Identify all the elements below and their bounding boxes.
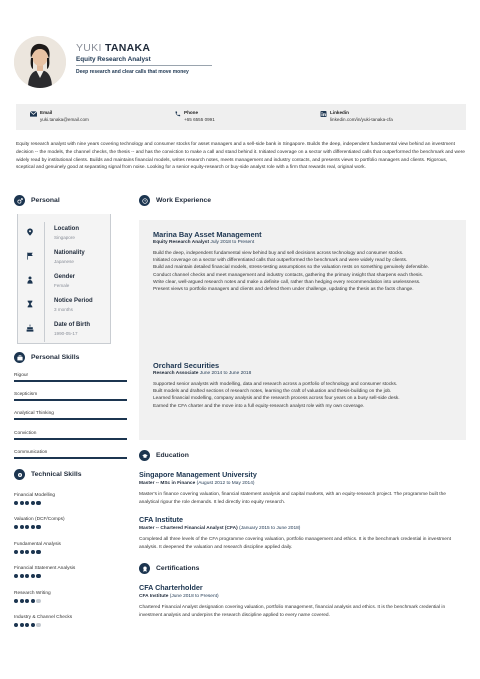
rating-dot-filled — [25, 501, 29, 505]
hourglass-icon — [26, 300, 34, 308]
degree — [139, 526, 300, 531]
personal-skill — [14, 371, 127, 391]
personal-label: Location — [54, 226, 79, 232]
map-pin-icon — [26, 228, 34, 236]
rating-dot-filled — [20, 525, 24, 529]
skill-bar — [14, 457, 127, 459]
personal-value: 3 months — [54, 307, 73, 312]
role-dates: July 2018 to Present — [210, 240, 255, 245]
skill-name: Financial Statement Analysis — [14, 566, 76, 571]
personal-skill — [14, 448, 127, 468]
job-bullet: Build the deep, independent fundamental view behind buy and sell decisions across technology and consumer stocks. — [153, 251, 404, 256]
personal-row-location — [18, 222, 112, 246]
phone-label: Phone — [184, 110, 199, 115]
rating-dot-filled — [25, 599, 29, 603]
personal-row-gender — [18, 270, 112, 294]
certification-name: CFA Charterholder — [139, 583, 203, 592]
certification-description: Chartered Financial Analyst designation covering valuation, portfolio management, financial analysis and ethics. It is the benchmark credential in investment analysis and underpins the research discipline applied to every name covered. — [139, 605, 446, 619]
job-role — [153, 240, 254, 245]
skill-name: Valuation (DCF/Comps) — [14, 517, 65, 522]
personal-value: Female — [54, 283, 70, 288]
technical-skill — [14, 542, 127, 564]
job-bullet: Initiated coverage on a sector with differentiated calls that outperformed the benchmark and were widely read by clients. — [153, 258, 408, 264]
rating-dot-filled — [14, 550, 18, 554]
skill-name: Analytical Thinking — [14, 411, 54, 416]
job-title: Equity Research Analyst — [76, 56, 151, 63]
role-title: Equity Research Analyst — [153, 240, 210, 245]
institution-name: CFA Institute — [139, 515, 184, 524]
profile-summary: Equity research analyst with nine years covering technology and consumer stocks for asset managers and a sell-side bank in Singapore. Builds the deep, independent fundamental view behind an investment decision -- the models, the channel checks, the thesis -- and has the conviction to make a call and stand behind it. Initiated coverage on a sector with differentiated calls that outperformed the benchmark and were widely read by institutional clients. Builds and maintains financial models, writes research notes, meets management and industry contacts, and presents views to portfolio managers and clients. Rigorous, sceptical and genuinely good at separating signal from noise. Looking for a senior equity-research or buy-side analyst role with a firm that rewards real, original work. — [16, 142, 465, 171]
award-icon — [139, 563, 150, 574]
personal-row-notice — [18, 294, 112, 318]
header-divider — [76, 65, 212, 66]
email-label: Email — [40, 110, 53, 115]
rating-dot-filled — [31, 623, 35, 627]
personal-value: 1990-05-17 — [54, 331, 78, 336]
company-name: Marina Bay Asset Management — [153, 230, 262, 239]
skill-bar — [14, 380, 127, 382]
skill-bar — [14, 418, 127, 420]
education-description: Completed all three levels of the CFA programme covering valuation, portfolio management and ethics. It is the benchmark credential in investment analysis. It deepened the valuation and research discipline applied daily. — [139, 537, 451, 551]
rating-dot-filled — [31, 550, 35, 554]
job-description — [153, 381, 453, 410]
degree-dates: (August 2012 to May 2014) — [196, 481, 255, 486]
personal-row-dob — [18, 318, 112, 342]
full-name — [76, 42, 150, 54]
personal-value: Japanese — [54, 259, 74, 264]
section-technical-skills-title: Technical Skills — [31, 471, 82, 478]
technical-skill — [14, 493, 127, 515]
skill-name: Research Writing — [14, 591, 51, 596]
job-bullet: Built models and drafted sections of research notes, learning the craft of valuation and thesis-building on the job. — [153, 389, 392, 395]
skill-name: Communication — [14, 450, 48, 455]
education-description: Master's in finance covering valuation, financial statement analysis and capital markets, with an equity-research project. The programme built the analytical rigour the role demands. It led directly into equity research. — [139, 492, 446, 506]
work-experience-card — [139, 220, 466, 440]
profile-photo — [14, 36, 66, 88]
rating-dot-filled — [31, 501, 35, 505]
phone-value[interactable]: +65 6555 0991 — [184, 117, 215, 122]
rating-dot-filled — [20, 574, 24, 578]
rating-dot-filled — [36, 525, 40, 529]
personal-info-card — [17, 214, 111, 344]
technical-skill — [14, 615, 127, 637]
section-personal-title: Personal — [31, 197, 60, 204]
graduation-cap-icon — [139, 450, 150, 461]
job-bullet: Build and maintain detailed financial models, stress-testing assumptions so the valuation rests on something genuinely defensible. — [153, 265, 429, 271]
job-role — [153, 371, 251, 376]
section-personal — [14, 195, 127, 207]
linkedin-icon — [320, 111, 327, 117]
role-title: Research Associate — [153, 371, 199, 376]
personal-value: Singapore — [54, 235, 75, 240]
degree-dates: (January 2015 to June 2018) — [239, 526, 301, 531]
technical-skill — [14, 566, 127, 588]
avatar — [14, 36, 66, 88]
job-description — [153, 250, 453, 293]
section-technical-skills — [14, 469, 127, 481]
skill-bar — [14, 438, 127, 440]
rating-dot-filled — [14, 574, 18, 578]
rating-dot-filled — [31, 574, 35, 578]
gender-icon — [14, 195, 25, 206]
rating-dot-filled — [25, 550, 29, 554]
section-certifications-title: Certifications — [156, 565, 200, 572]
degree — [139, 481, 254, 486]
role-dates: June 2014 to June 2018 — [199, 371, 252, 376]
rating-dot-filled — [25, 574, 29, 578]
section-education — [139, 450, 339, 462]
linkedin-label: Linkedin — [330, 110, 349, 115]
rating-dot-filled — [36, 574, 40, 578]
certification-issuer — [139, 594, 219, 599]
rating-dot-filled — [14, 525, 18, 529]
job-bullet: Conduct channel checks and meet management and industry contacts, gathering the primary insight that sharpens each thesis. — [153, 272, 424, 278]
section-personal-skills-title: Personal Skills — [31, 354, 80, 361]
technical-skill — [14, 517, 127, 539]
section-work-title: Work Experience — [156, 197, 212, 204]
rating-dot-filled — [31, 525, 35, 529]
email-value[interactable]: yuki.tanaka@email.com — [40, 117, 89, 122]
skill-name: Scepticism — [14, 392, 38, 397]
technical-skill — [14, 591, 127, 613]
skill-name: Fundamental Analysis — [14, 542, 61, 547]
phone-icon — [174, 111, 181, 117]
rating-dot-filled — [20, 550, 24, 554]
tagline: Deep research and clear calls that move money — [76, 69, 189, 75]
job-bullet: Learned financial modelling, company analysis and the research process across four years on a busy sell-side desk. — [153, 396, 400, 402]
personal-skill — [14, 429, 127, 449]
rating-dot-filled — [31, 599, 35, 603]
skill-name: Financial Modelling — [14, 493, 56, 498]
person-icon — [26, 276, 34, 284]
rating-dot-filled — [25, 525, 29, 529]
personal-label: Gender — [54, 274, 76, 280]
clock-icon — [139, 195, 150, 206]
section-work — [139, 195, 339, 207]
company-name: Orchard Securities — [153, 361, 220, 370]
institution-name: Singapore Management University — [139, 470, 257, 479]
skill-name: Industry & Channel Checks — [14, 615, 73, 620]
rating-dot-filled — [36, 501, 40, 505]
linkedin-value[interactable]: linkedin.com/in/yuki-tanaka-cfa — [330, 117, 393, 122]
job-bullet: Present views to portfolio managers and clients and defend them under challenge, updating the thesis as the facts change. — [153, 287, 414, 293]
personal-label: Date of Birth — [54, 322, 90, 328]
section-certifications — [139, 563, 339, 575]
contact-bar — [16, 104, 466, 130]
rating-dot-filled — [20, 623, 24, 627]
rating-dot-filled — [36, 550, 40, 554]
issuer-name: CFA Institute — [139, 594, 169, 599]
rating-dot-filled — [14, 599, 18, 603]
flag-icon — [26, 252, 34, 260]
personal-label: Notice Period — [54, 298, 93, 304]
certification-dates: (June 2018 to Present) — [169, 594, 219, 599]
personal-skill — [14, 409, 127, 429]
rating-dot-filled — [14, 623, 18, 627]
resume-header — [14, 36, 466, 92]
skill-name: Rigour — [14, 373, 29, 378]
skill-bar — [14, 399, 127, 401]
rating-dot-filled — [20, 599, 24, 603]
personal-row-nationality — [18, 246, 112, 270]
rating-dot-empty — [36, 599, 40, 603]
personal-label: Nationality — [54, 250, 85, 256]
degree-title: Master -- Chartered Financial Analyst (CFA) — [139, 526, 238, 531]
envelope-icon — [30, 111, 37, 117]
skill-name: Conviction — [14, 431, 37, 436]
gear-icon — [14, 469, 25, 480]
cake-icon — [26, 324, 34, 332]
rating-dot-filled — [20, 501, 24, 505]
rating-dot-filled — [25, 623, 29, 627]
section-education-title: Education — [156, 452, 189, 459]
briefcase-icon — [14, 352, 25, 363]
rating-dot-filled — [14, 501, 18, 505]
last-name: TANAKA — [104, 42, 151, 54]
first-name: YUKI — [76, 42, 102, 54]
job-bullet: Supported senior analysts with modelling, data and research across a portfolio of technology and consumer stocks. — [153, 382, 398, 387]
degree-title: Master -- MSc in Finance — [139, 481, 196, 486]
job-bullet: Earned the CFA charter and the move into a full equity-research analyst role with my own coverage. — [153, 403, 365, 409]
rating-dot-empty — [36, 623, 40, 627]
personal-skill — [14, 390, 127, 410]
job-bullet: Write clear, well-argued research notes and make a definite call, rather than hedging every recommendation into uselessness. — [153, 279, 421, 285]
section-personal-skills — [14, 352, 127, 364]
